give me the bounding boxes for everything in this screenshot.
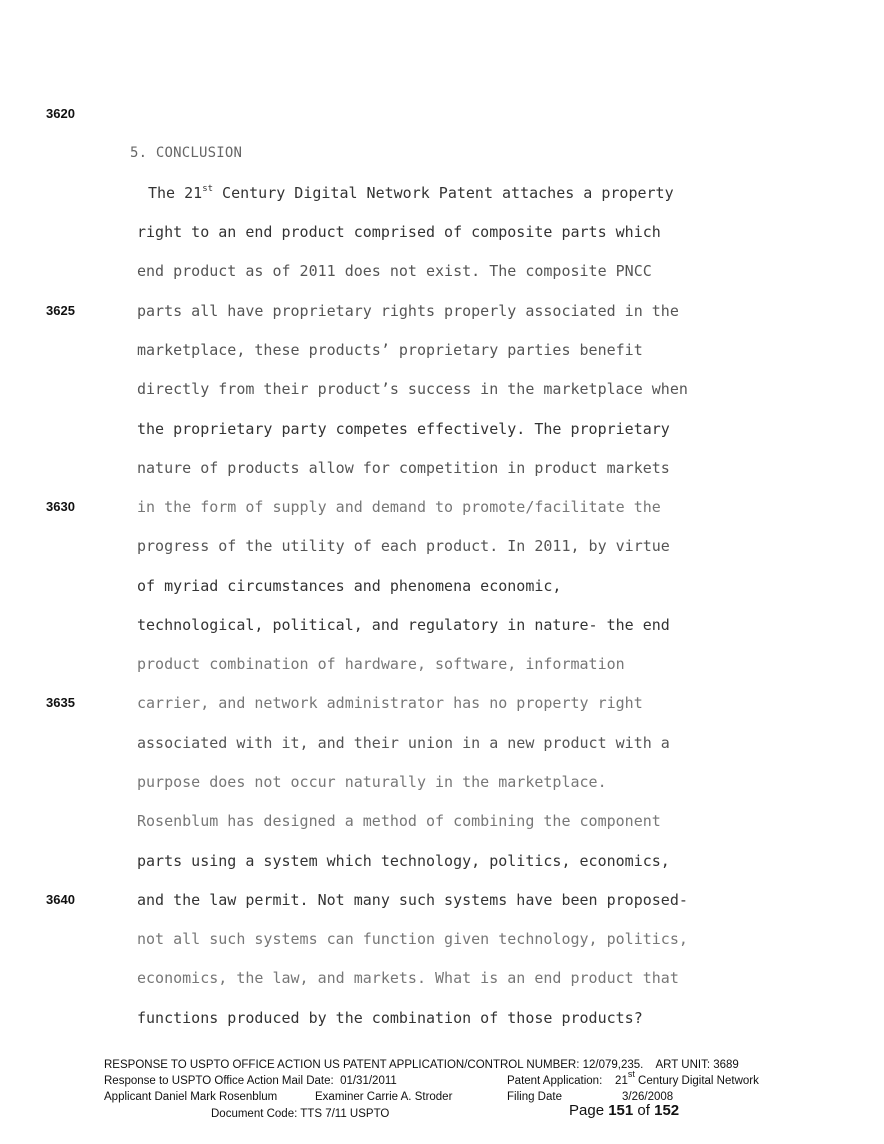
- body-line: associated with it, and their union in a new product with a: [137, 734, 670, 752]
- ordinal-superscript: st: [627, 1069, 635, 1079]
- page-word: Page: [569, 1102, 605, 1119]
- line-number: 3635: [46, 695, 75, 710]
- body-line: directly from their product’s success in the marketplace when: [137, 380, 688, 398]
- body-line: parts all have proprietary rights properly associated in the: [137, 302, 679, 320]
- page-indicator: [569, 1104, 679, 1118]
- body-line: parts using a system which technology, politics, economics,: [137, 852, 670, 870]
- body-line: technological, political, and regulatory in nature- the end: [137, 616, 670, 634]
- page-number: 151: [608, 1102, 634, 1119]
- body-line: carrier, and network administrator has no property right: [137, 694, 643, 712]
- body-line: the proprietary party competes effectively. The proprietary: [137, 420, 670, 438]
- body-line: right to an end product comprised of composite parts which: [137, 223, 661, 241]
- page-of: of: [637, 1102, 650, 1119]
- section-heading: 5. CONCLUSION: [130, 145, 243, 161]
- body-line: progress of the utility of each product. In 2011, by virtue: [137, 537, 670, 555]
- body-line: not all such systems can function given technology, politics,: [137, 930, 688, 948]
- footer-response-line: RESPONSE TO USPTO OFFICE ACTION US PATENT APPLICATION/CONTROL NUMBER: 12/079,235. ART UNIT: 3689: [104, 1059, 739, 1071]
- line-number: 3640: [46, 892, 75, 907]
- body-line: functions produced by the combination of those products?: [137, 1009, 643, 1027]
- footer-filing-date-label: Filing Date: [507, 1091, 562, 1103]
- body-line: of myriad circumstances and phenomena economic,: [137, 577, 562, 595]
- footer-mail-date: Response to USPTO Office Action Mail Date: 01/31/2011: [104, 1075, 397, 1087]
- footer-document-code: Document Code: TTS 7/11 USPTO: [211, 1108, 390, 1120]
- body-line: end product as of 2011 does not exist. The composite PNCC: [137, 262, 652, 280]
- body-line: purpose does not occur naturally in the marketplace.: [137, 773, 607, 791]
- footer-text: Century Digital Network: [634, 1075, 759, 1087]
- body-line: nature of products allow for competition in product markets: [137, 459, 670, 477]
- body-first-line: [148, 184, 674, 202]
- body-line: marketplace, these products’ proprietary parties benefit: [137, 341, 643, 359]
- body-line: economics, the law, and markets. What is an end product that: [137, 969, 679, 987]
- ordinal-superscript: st: [202, 184, 214, 194]
- page-total: 152: [654, 1102, 680, 1119]
- footer-examiner: Examiner Carrie A. Stroder: [315, 1091, 453, 1103]
- footer-text: Patent Application: 21: [507, 1075, 628, 1087]
- body-line: in the form of supply and demand to promote/facilitate the: [137, 498, 661, 516]
- body-line: product combination of hardware, software, information: [137, 655, 625, 673]
- footer-patent-application: [507, 1069, 759, 1088]
- body-text: The 21: [148, 184, 203, 202]
- body-line: and the law permit. Not many such systems have been proposed-: [137, 891, 688, 909]
- line-number: 3620: [46, 106, 75, 121]
- footer-filing-date-value: 3/26/2008: [622, 1091, 674, 1103]
- line-number: 3630: [46, 499, 75, 514]
- line-number: 3625: [46, 303, 75, 318]
- body-line: Rosenblum has designed a method of combining the component: [137, 812, 661, 830]
- footer-applicant: Applicant Daniel Mark Rosenblum: [104, 1091, 278, 1103]
- body-text: Century Digital Network Patent attaches a property: [213, 184, 674, 202]
